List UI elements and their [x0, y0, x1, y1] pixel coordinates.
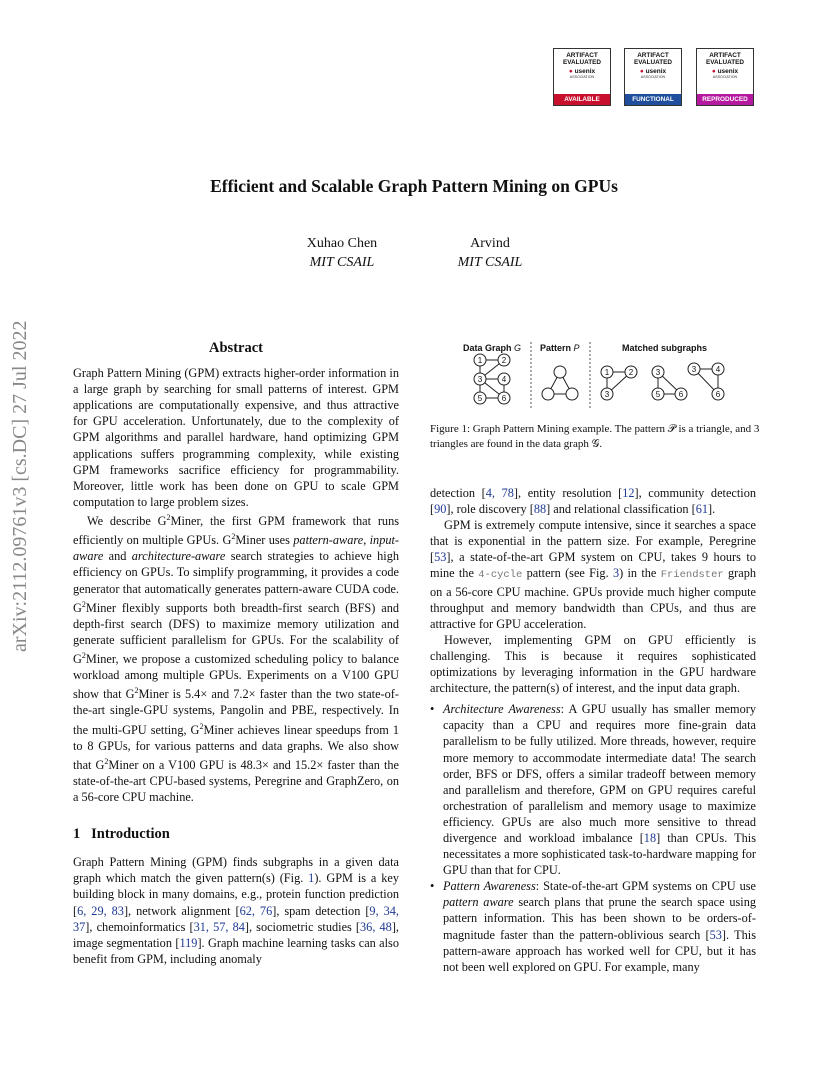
citation-link[interactable]: 1: [308, 871, 315, 886]
citation-link[interactable]: 12: [622, 486, 635, 500]
matched-subgraphs-label: Matched subgraphs: [622, 343, 708, 353]
code-text: 4-cycle: [478, 569, 523, 582]
svg-text:2: 2: [628, 368, 634, 377]
svg-text:5: 5: [655, 390, 661, 399]
paper-title: Efficient and Scalable Graph Pattern Mining on GPUs: [210, 176, 618, 196]
citation-link[interactable]: 31, 57, 84: [193, 919, 245, 934]
left-column: [73, 340, 399, 967]
body-paragraph: GPM is extremely compute intensive, since it searches a space that is exponential in the pattern size. For example, Peregrine [53], a state-of-the-art GPM system on CPU, takes 9 hours to mine the 4-cycle pattern (see Fig. 3) in the Friendster graph on a 56-core CPU machine. GPUs provide much higher compute throughput and memory bandwidth than CPUs, and thus are attractive for GPU acceleration.: [430, 518, 757, 631]
svg-text:3: 3: [691, 365, 697, 374]
badge-line1: ARTIFACT: [566, 52, 598, 59]
bullet-list: [430, 701, 756, 975]
citation-link[interactable]: 18: [643, 830, 657, 845]
badge-label: FUNCTIONAL: [625, 94, 681, 105]
badge-label: REPRODUCED: [697, 94, 753, 105]
svg-text:1: 1: [604, 368, 610, 377]
bullet-icon: •: [430, 702, 435, 717]
badge-reproduced: [696, 48, 754, 106]
author-block: [390, 234, 590, 272]
citation-link[interactable]: 119: [179, 935, 198, 950]
arxiv-side-label: arXiv:2112.09761v3 [cs.DC] 27 Jul 2022: [9, 320, 31, 652]
abstract-heading: Abstract: [209, 340, 263, 356]
bullet-item: • Architecture Awareness: A GPU usually has smaller memory capacity than a CPU and requires more fine-grain data parallelism to be fully utilized. More threads, however, require more memory to accommodate intermediate data! The search order, BFS or DFS, offers a similar tradeoff between memory and parallelism and therefore, GPM on GPU requires careful orchestration of parallelism and memory usage to maximize efficiency. GPUs are also much more sensitive to thread divergence and workload imbalance [18] than CPUs. This necessitates a more sophisticated task-to-hardware mapping for GPU than that for CPU.: [430, 702, 756, 878]
citation-link[interactable]: 62, 76: [239, 903, 273, 918]
author-name: Arvind: [470, 236, 510, 251]
citation-link[interactable]: 53: [434, 550, 447, 565]
author-affiliation: MIT CSAIL: [309, 255, 375, 270]
svg-text:6: 6: [715, 390, 721, 399]
badge-line2: EVALUATED: [705, 59, 745, 67]
svg-text:2: 2: [501, 356, 507, 365]
citation-link[interactable]: 53: [709, 927, 722, 942]
bullet-item: • Pattern Awareness: State-of-the-art GPM systems on CPU use pattern aware search plans that prune the search space using pattern information. This has been shown to be orders-of-magnitude faster than the pattern-oblivious search [53]. This pattern-aware approach has worked well for CPU, but it has not been well explored on GPU. For example, many: [430, 879, 756, 974]
badge-functional: [624, 48, 682, 106]
pattern-triangle: [542, 366, 578, 400]
citation-link[interactable]: 36, 48: [360, 919, 392, 934]
abstract-paragraph: We describe $G^2Miner$, the first GPM framework that runs efficiently on multiple GPUs. $G^2Miner$ uses pattern-aware, input-aware and architecture-aware search strategies to achieve high efficiency on GPUs. To simplify programming, it provides a code generator that automatically generates pattern-aware CUDA code. $G^2Miner$ flexibly supports both breadth-first search (BFS) and depth-first search (DFS) to maximize memory utilization and generate sufficient parallelism for GPUs. For the scalability of $G^2Miner$, we propose a customized scheduling policy to balance workload among multiple GPUs. Experiments on a V100 GPU show that $G^2Miner$ is 5.4× and 7.2× faster than the two state-of-the-art single-GPU systems, Pangolin and PBE, respectively. In the multi-GPU setting, $G^2Miner$ achieves linear speedups from 1 to 8 GPUs, for various patterns and data graphs. We also show that $G^2Miner$ on a V100 GPU is 48.3× and 15.2× faster than the state-of-the-art CPU-based systems, Peregrine and GraphZero, on a 56-core CPU machine.: [73, 512, 400, 805]
code-text: Friendster: [660, 569, 724, 582]
badge-line2: EVALUATED: [562, 59, 602, 67]
figure-1: [430, 338, 760, 418]
citation-link[interactable]: 90: [434, 502, 447, 517]
author-affiliation: MIT CSAIL: [457, 255, 523, 270]
svg-text:6: 6: [501, 394, 507, 403]
data-graph-label: Data Graph G: [463, 343, 522, 353]
badge-line1: ARTIFACT: [637, 52, 669, 59]
svg-text:5: 5: [477, 394, 483, 403]
citation-link[interactable]: 4, 78: [485, 486, 514, 500]
svg-text:3: 3: [604, 390, 610, 399]
citation-link[interactable]: 88: [533, 502, 547, 517]
badge-label: AVAILABLE: [554, 94, 610, 105]
citation-link[interactable]: 9, 34, 37: [73, 903, 399, 934]
svg-text:4: 4: [501, 375, 507, 384]
badge-line1: ARTIFACT: [709, 52, 741, 59]
badge-sub: ASSOCIATION: [569, 75, 595, 80]
intro-paragraph: Graph Pattern Mining (GPM) finds subgraphs in a given data graph which match the given pattern(s) (Fig. 1). GPM is a key building block in many domains, e.g., protein function prediction [6, 29, 83], network alignment [62, 76], spam detection [9, 34, 37], chemoinformatics [31, 57, 84], sociometric studies [36, 48], image segmentation [119]. Graph machine learning tasks can also benefit from GPM, including anomaly: [73, 855, 399, 966]
svg-text:3: 3: [655, 368, 661, 377]
author-name: Xuhao Chen: [306, 236, 378, 251]
citation-link[interactable]: 61: [695, 502, 708, 517]
badge-sub: ASSOCIATION: [640, 75, 666, 80]
badge-available: [553, 48, 611, 106]
pattern-label: Pattern P: [540, 343, 580, 353]
body-paragraph: detection [4, 78], entity resolution [12], community detection [90], role discovery [88] and relational classification [61].: [430, 486, 756, 517]
citation-link[interactable]: 6, 29, 83: [77, 903, 124, 918]
section-heading-introduction: [73, 826, 399, 842]
section-number: 1: [73, 826, 81, 843]
badge-line2: EVALUATED: [633, 59, 673, 67]
usenix-logo-icon: ● usenix: [711, 68, 739, 76]
svg-text:1: 1: [477, 356, 483, 365]
right-column: [430, 485, 756, 975]
svg-text:4: 4: [715, 365, 721, 374]
abstract-paragraph: Graph Pattern Mining (GPM) extracts higher-order information in a large graph by searching for small patterns of interest. GPM applications are computationally expensive, and thus attractive for GPU acceleration. Unfortunately, due to the complexity of GPM algorithms and parallel hardware, hand optimizing GPM applications suffers programming complexity, while existing GPM frameworks sacrifice efficiency for programmability. Moreover, little work has been done on GPU to scale GPM computation to large problem sizes.: [73, 366, 399, 509]
section-title: Introduction: [91, 826, 170, 843]
bullet-icon: •: [430, 879, 435, 894]
figure-link[interactable]: 3: [612, 566, 620, 581]
figure-caption: Figure 1: Graph Pattern Mining example. The pattern 𝒫 is a triangle, and 3 triangles are found in the data graph 𝒢.: [430, 423, 760, 450]
svg-text:3: 3: [477, 375, 483, 384]
usenix-logo-icon: ● usenix: [568, 68, 596, 76]
usenix-logo-icon: ● usenix: [639, 68, 667, 76]
graph-pattern-diagram: [430, 338, 760, 418]
svg-text:6: 6: [678, 390, 684, 399]
body-paragraph: However, implementing GPM on GPU efficiently is challenging. This is because it requires sophisticated optimizations by leveraging information in the GPU hardware architecture, the pattern(s) of interest, and the input data graph.: [430, 632, 756, 696]
badge-sub: ASSOCIATION: [712, 75, 738, 80]
